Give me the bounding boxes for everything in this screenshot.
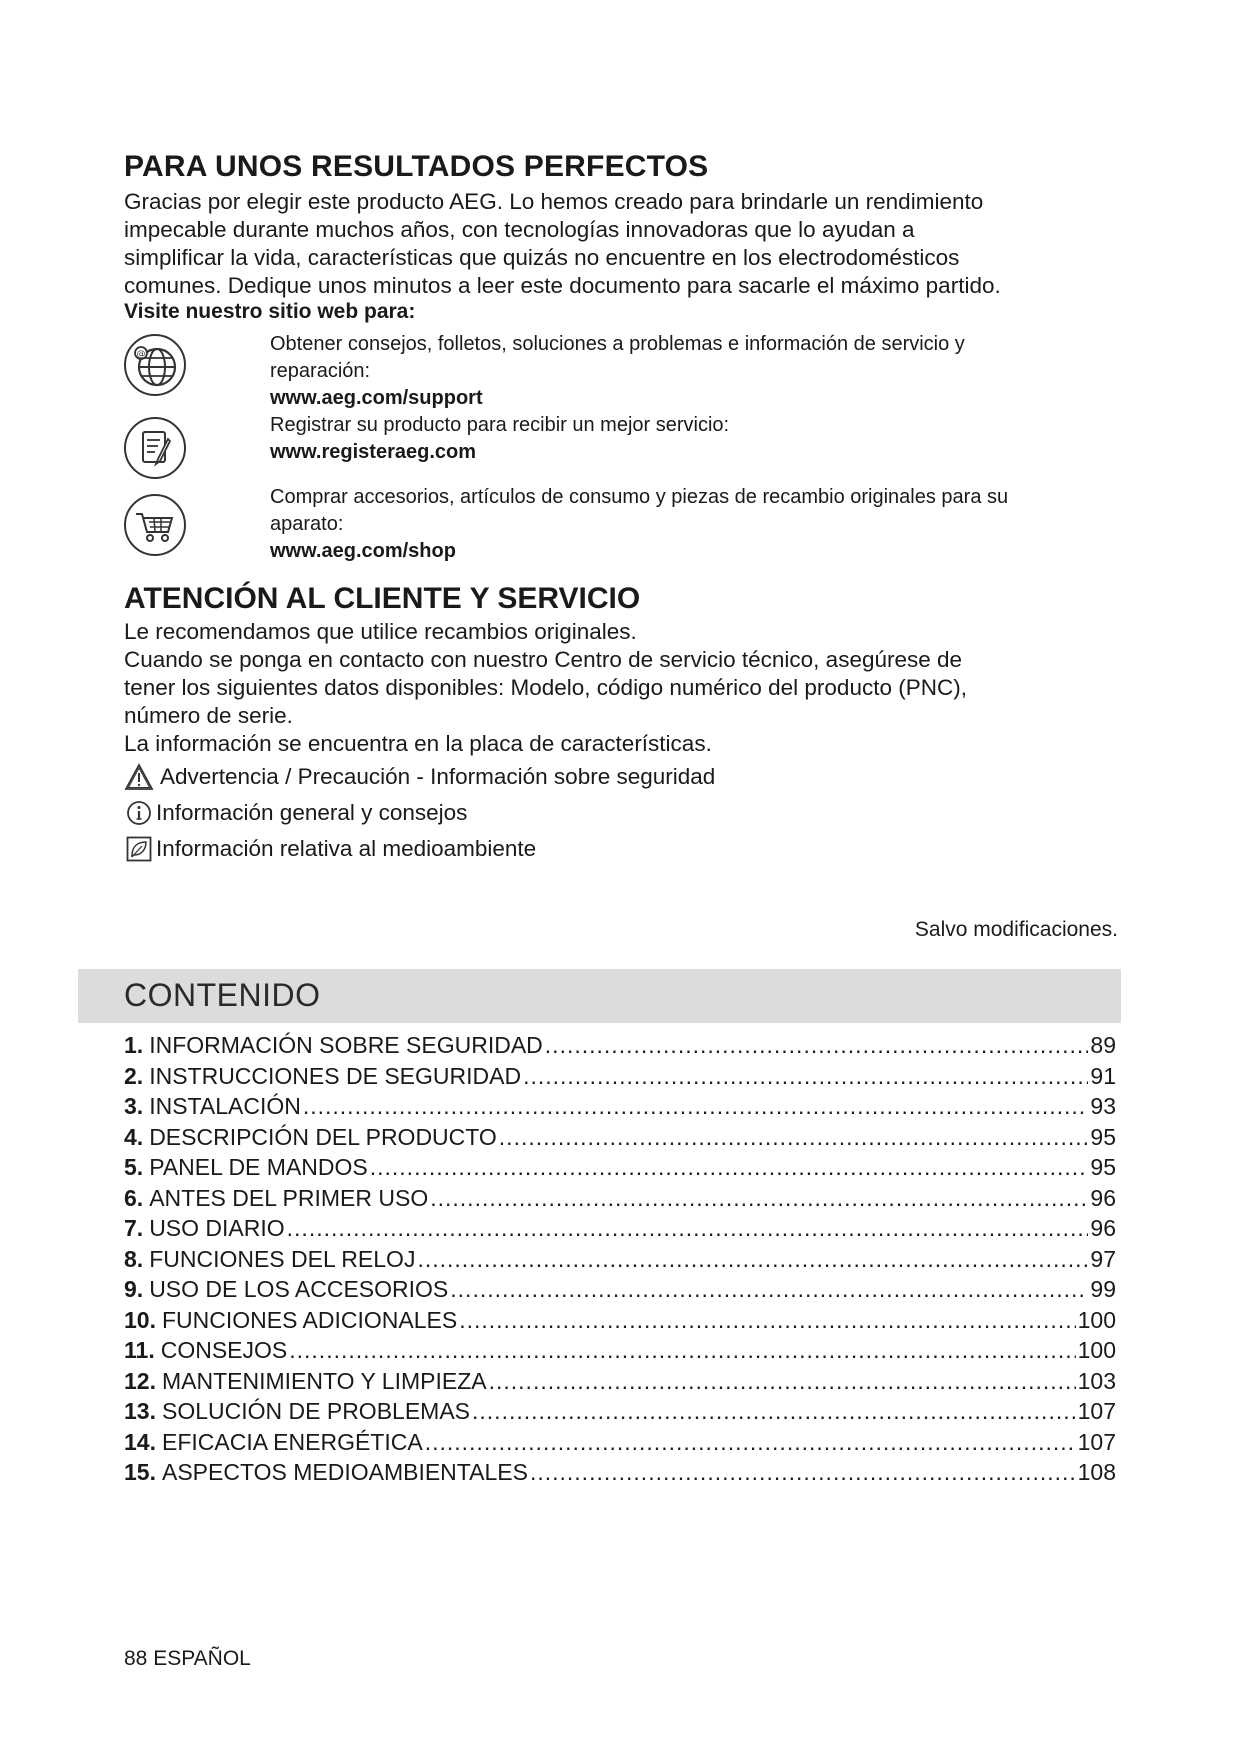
toc-leader — [289, 1337, 1075, 1364]
toc-title: CONSEJOS — [160, 1337, 288, 1363]
info-circle-icon — [124, 799, 150, 827]
subject-to-change-note: Salvo modificaciones. — [914, 918, 1118, 941]
toc-number: 8. — [124, 1245, 144, 1272]
intro-paragraph — [124, 188, 1124, 300]
toc-leader — [430, 1185, 1088, 1212]
toc-leader — [472, 1398, 1076, 1425]
toc-item[interactable] — [124, 1154, 1116, 1185]
toc-page: 96 — [1090, 1215, 1116, 1241]
support-link[interactable]: www.aeg.com/support — [270, 387, 483, 409]
service-desc-line: aparato: — [270, 513, 344, 535]
toc-number: 7. — [124, 1215, 144, 1241]
toc-item[interactable] — [124, 1368, 1116, 1399]
toc-item[interactable] — [124, 1337, 1116, 1368]
toc-number: 14. — [124, 1428, 156, 1455]
legend-info — [124, 799, 467, 827]
toc-page: 95 — [1090, 1154, 1116, 1180]
toc-number: 11. — [124, 1337, 155, 1363]
heading-perfect-results: PARA UNOS RESULTADOS PERFECTOS — [124, 150, 709, 183]
service-desc-line: Comprar accesorios, artículos de consumo y piezas de recambio originales para su — [270, 486, 1009, 508]
toc-leader — [499, 1124, 1089, 1151]
toc-title: INSTALACIÓN — [149, 1093, 301, 1119]
intro-line: simplificar la vida, características que quizás no encuentre en los electrodomésticos — [124, 245, 960, 270]
toc-page: 107 — [1077, 1398, 1116, 1424]
toc-item[interactable] — [124, 1032, 1116, 1063]
warning-triangle-icon — [124, 763, 154, 791]
toc-page: 96 — [1090, 1184, 1116, 1211]
toc-leader — [370, 1154, 1089, 1181]
service-desc-line: Obtener consejos, folletos, soluciones a problemas e información de servicio y — [270, 333, 965, 355]
toc-number: 10. — [124, 1306, 156, 1333]
leaf-environment-icon — [124, 835, 150, 863]
visit-website-label: Visite nuestro sitio web para: — [124, 300, 416, 323]
toc-number: 9. — [124, 1276, 144, 1302]
intro-line: impecable durante muchos años, con tecnologías innovadoras que lo ayudan a — [124, 217, 915, 242]
toc-item[interactable] — [124, 1185, 1116, 1216]
register-document-icon — [122, 415, 188, 481]
toc-leader — [287, 1215, 1089, 1242]
toc-title: USO DE LOS ACCESORIOS — [149, 1276, 449, 1302]
toc-title: EFICACIA ENERGÉTICA — [161, 1428, 423, 1455]
customer-line: La información se encuentra en la placa de características. — [124, 731, 712, 756]
toc-title: USO DIARIO — [149, 1215, 285, 1241]
table-of-contents — [124, 1032, 1116, 1490]
toc-leader — [523, 1063, 1088, 1090]
toc-title: ANTES DEL PRIMER USO — [149, 1184, 429, 1211]
toc-leader — [450, 1276, 1088, 1303]
toc-page: 91 — [1090, 1062, 1116, 1089]
legend-text: Información relativa al medioambiente — [156, 836, 537, 861]
service-shop — [270, 484, 1130, 565]
legend-text: Información general y consejos — [156, 800, 468, 825]
toc-page: 89 — [1090, 1032, 1116, 1058]
toc-page: 103 — [1077, 1367, 1116, 1394]
svg-text:@: @ — [136, 349, 146, 360]
legend-environment — [124, 835, 536, 863]
toc-item[interactable] — [124, 1307, 1116, 1338]
toc-title: MANTENIMIENTO Y LIMPIEZA — [161, 1367, 487, 1394]
toc-title: INSTRUCCIONES DE SEGURIDAD — [149, 1062, 522, 1089]
heading-customer-service: ATENCIÓN AL CLIENTE Y SERVICIO — [124, 582, 641, 615]
customer-line: tener los siguientes datos disponibles: Modelo, código numérico del producto (PNC), — [124, 675, 967, 700]
toc-item[interactable] — [124, 1429, 1116, 1460]
intro-line: Gracias por elegir este producto AEG. Lo hemos creado para brindarle un rendimiento — [124, 189, 984, 214]
service-register — [270, 412, 1130, 466]
toc-item[interactable] — [124, 1093, 1116, 1124]
toc-number: 4. — [124, 1123, 144, 1150]
toc-number: 1. — [124, 1032, 144, 1058]
shop-link[interactable]: www.aeg.com/shop — [270, 540, 456, 562]
intro-line: comunes. Dedique unos minutos a leer este documento para sacarle el máximo partido. — [124, 273, 1001, 298]
toc-leader — [545, 1032, 1089, 1059]
toc-leader — [417, 1246, 1088, 1273]
toc-item[interactable] — [124, 1398, 1116, 1429]
register-link[interactable]: www.registeraeg.com — [270, 441, 476, 463]
toc-leader — [425, 1429, 1076, 1456]
service-desc-line: reparación: — [270, 360, 371, 382]
toc-page: 95 — [1090, 1123, 1116, 1150]
toc-number: 5. — [124, 1154, 144, 1180]
toc-number: 6. — [124, 1184, 144, 1211]
legend-text: Advertencia / Precaución - Información sobre seguridad — [160, 764, 716, 789]
toc-number: 3. — [124, 1093, 144, 1119]
toc-number: 15. — [124, 1459, 156, 1485]
toc-title: INFORMACIÓN SOBRE SEGURIDAD — [149, 1032, 543, 1058]
toc-page: 107 — [1077, 1428, 1116, 1455]
toc-item[interactable] — [124, 1124, 1116, 1155]
toc-leader — [489, 1368, 1076, 1395]
legend-warning — [124, 763, 715, 791]
customer-service-text — [124, 618, 1124, 758]
toc-leader — [459, 1307, 1075, 1334]
toc-page: 100 — [1077, 1306, 1116, 1333]
toc-title: DESCRIPCIÓN DEL PRODUCTO — [149, 1123, 497, 1150]
globe-support-icon — [122, 332, 188, 398]
customer-line: número de serie. — [124, 703, 293, 728]
toc-page: 100 — [1077, 1337, 1116, 1363]
customer-line: Cuando se ponga en contacto con nuestro Centro de servicio técnico, asegúrese de — [124, 647, 963, 672]
toc-number: 12. — [124, 1367, 156, 1394]
contents-header-bar — [78, 969, 1121, 1023]
toc-title: ASPECTOS MEDIOAMBIENTALES — [161, 1459, 528, 1485]
toc-title: FUNCIONES ADICIONALES — [161, 1306, 458, 1333]
toc-page: 93 — [1090, 1093, 1116, 1119]
toc-item[interactable] — [124, 1276, 1116, 1307]
toc-item[interactable] — [124, 1215, 1116, 1246]
toc-item[interactable] — [124, 1063, 1116, 1094]
service-support — [270, 331, 1130, 412]
toc-item[interactable] — [124, 1459, 1116, 1490]
shopping-cart-icon — [122, 492, 188, 558]
toc-number: 2. — [124, 1062, 144, 1089]
customer-line: Le recomendamos que utilice recambios originales. — [124, 619, 637, 644]
service-desc-line: Registrar su producto para recibir un mejor servicio: — [270, 414, 730, 436]
toc-leader — [303, 1093, 1089, 1120]
toc-title: SOLUCIÓN DE PROBLEMAS — [161, 1398, 471, 1424]
toc-title: FUNCIONES DEL RELOJ — [149, 1245, 416, 1272]
toc-page: 97 — [1090, 1245, 1116, 1272]
contents-title: CONTENIDO — [124, 977, 321, 1013]
toc-number: 13. — [124, 1398, 156, 1424]
toc-leader — [530, 1459, 1076, 1486]
toc-page: 108 — [1077, 1459, 1116, 1485]
toc-title: PANEL DE MANDOS — [149, 1154, 368, 1180]
page-footer: 88 ESPAÑOL — [124, 1647, 251, 1670]
toc-page: 99 — [1090, 1276, 1116, 1302]
toc-item[interactable] — [124, 1246, 1116, 1277]
